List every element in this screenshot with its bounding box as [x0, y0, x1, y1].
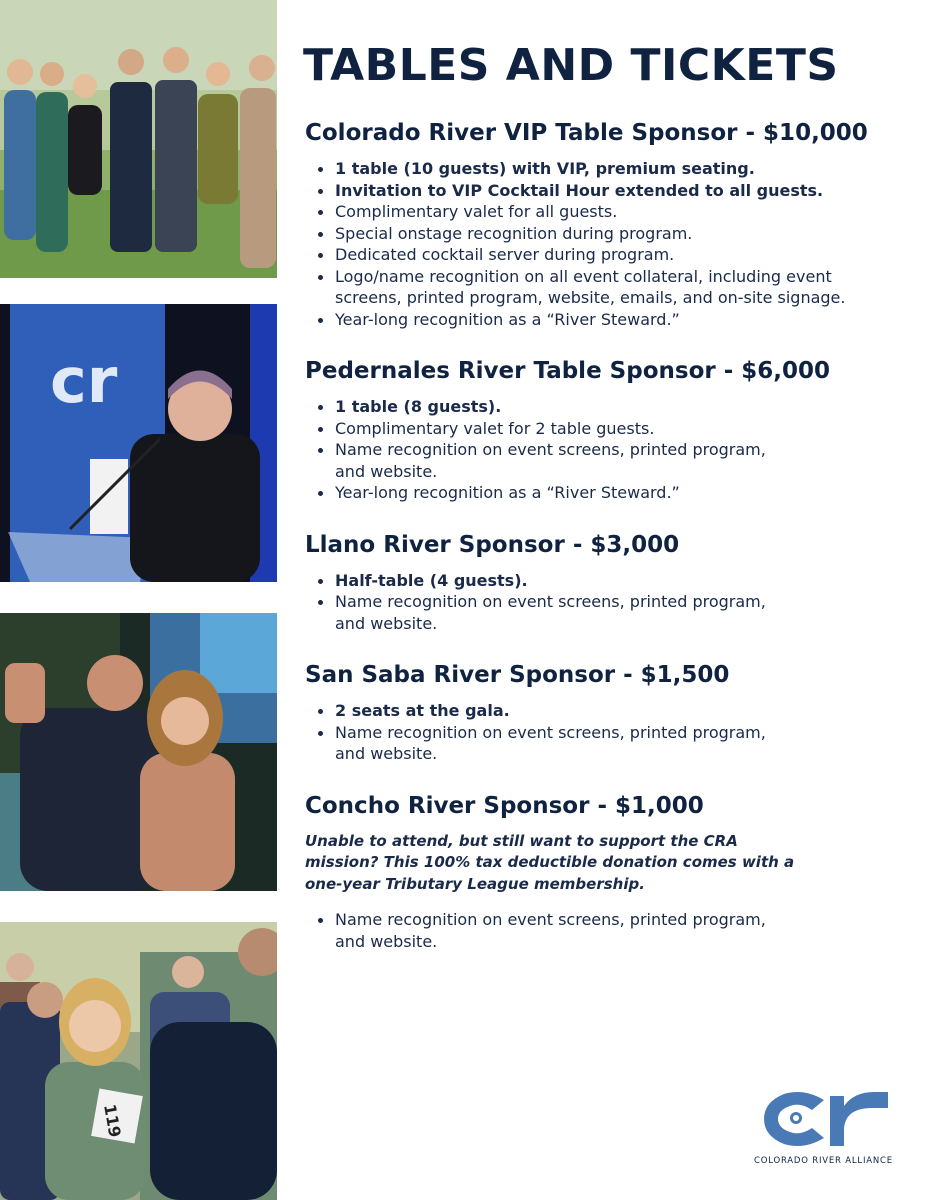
tier-note: Unable to attend, but still want to support the CRA mission? This 100% tax deductible donation comes with a one-year Tributary League membership.	[305, 831, 795, 893]
tier-colorado-river-vip	[303, 118, 903, 330]
benefit-item: Half-table (4 guests).	[315, 570, 785, 592]
tier-heading: Llano River Sponsor - $3,000	[305, 531, 680, 558]
benefit-list	[303, 158, 903, 330]
benefit-item: Name recognition on event screens, printed program, and website.	[315, 722, 785, 765]
page-title: TABLES AND TICKETS	[303, 40, 839, 91]
benefit-item: Name recognition on event screens, printed program, and website.	[315, 591, 785, 634]
benefit-item: Name recognition on event screens, printed program, and website.	[315, 439, 785, 482]
cr-fish-logo-icon	[764, 1088, 890, 1150]
benefit-item: 1 table (10 guests) with VIP, premium seating.	[315, 158, 903, 180]
benefit-item: 2 seats at the gala.	[315, 700, 785, 722]
tier-san-saba-river	[303, 660, 903, 765]
benefit-item: Complimentary valet for 2 table guests.	[315, 418, 785, 440]
tier-pedernales-river	[303, 356, 903, 504]
benefit-item: Year-long recognition as a “River Steward.”	[315, 482, 785, 504]
colorado-river-alliance-logo	[754, 1088, 904, 1166]
benefit-item: Complimentary valet for all guests.	[315, 201, 903, 223]
tier-heading: San Saba River Sponsor - $1,500	[305, 662, 730, 688]
speaker-at-podium-photo	[0, 304, 277, 582]
benefit-item: Name recognition on event screens, printed program, and website.	[315, 909, 785, 952]
tier-heading: Pedernales River Table Sponsor - $6,000	[305, 358, 831, 384]
smiling-guest-photo	[0, 922, 277, 1200]
tables-and-tickets-content	[303, 38, 903, 970]
benefit-list	[303, 396, 785, 504]
logo-caption: COLORADO RIVER ALLIANCE	[754, 1156, 893, 1166]
couple-selfie-photo	[0, 613, 277, 891]
tier-llano-river	[303, 530, 903, 635]
benefit-item: 1 table (8 guests).	[315, 396, 785, 418]
tier-heading: Concho River Sponsor - $1,000	[305, 792, 704, 819]
benefit-item: Year-long recognition as a “River Steward.”	[315, 309, 903, 331]
benefit-item: Dedicated cocktail server during program.	[315, 244, 903, 266]
benefit-item: Invitation to VIP Cocktail Hour extended to all guests.	[315, 180, 903, 202]
benefit-list	[303, 570, 785, 635]
stage-logo-icon: cr	[50, 344, 118, 417]
benefit-item: Logo/name recognition on all event collateral, including event screens, printed program, website, emails, and on-site signage.	[315, 266, 903, 309]
group-portrait-photo	[0, 0, 277, 278]
benefit-list	[303, 700, 785, 765]
name-badge-text: 119	[100, 1102, 125, 1139]
benefit-list	[303, 909, 785, 952]
tier-concho-river	[303, 791, 903, 953]
benefit-item: Special onstage recognition during program.	[315, 223, 903, 245]
tier-heading: Colorado River VIP Table Sponsor - $10,000	[305, 120, 868, 146]
